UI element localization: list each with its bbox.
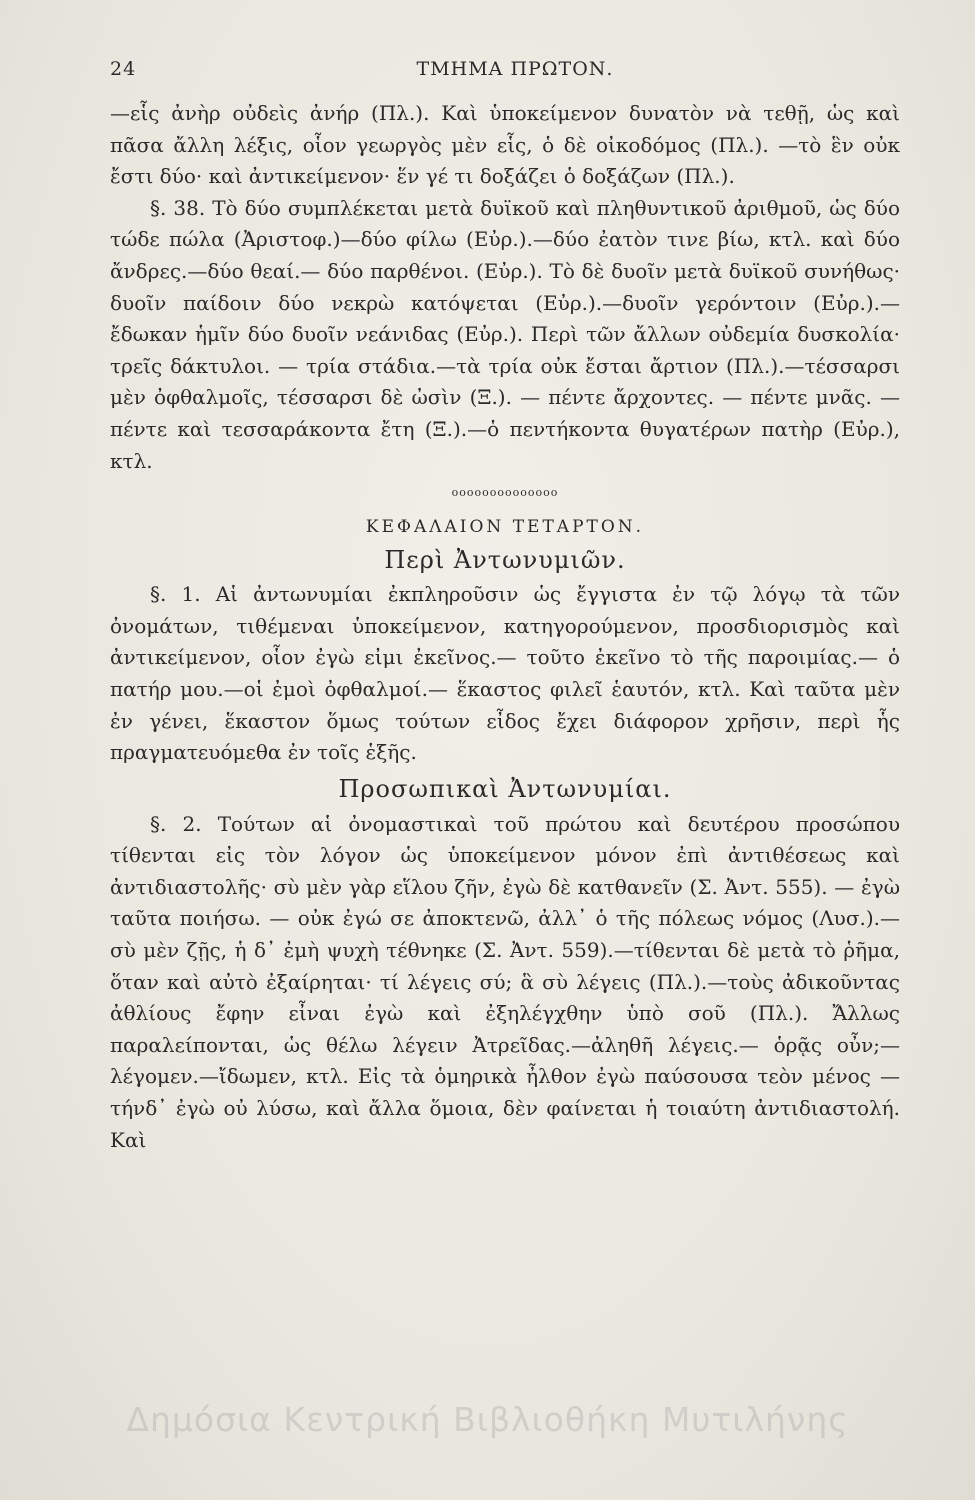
page-header (110, 58, 900, 94)
page-number: 24 (110, 58, 137, 80)
library-watermark: Δημόσια Κεντρική Βιβλιοθήκη Μυτιλήνης (126, 1400, 849, 1439)
chapter-title: ΚΕΦΑΛΑΙΟΝ ΤΕΤΑΡΤΟΝ. (365, 517, 645, 538)
paragraph-continuation: —εἷς ἀνὴρ οὐδεὶς ἀνήρ (Πλ.). Καὶ ὑποκείμενον δυνατὸν νὰ τεθῇ, ὡς καὶ πᾶσα ἄλλη λέξις, οἷον γεωργὸς μὲν εἷς, ὁ δὲ οἰκοδόμος (Πλ.). —τὸ ἓν οὐκ ἔστι δύο· καὶ ἀντικείμενον· ἕν γέ τι δοξάζει ὁ δοξάζων (Πλ.). (110, 101, 900, 189)
paragraph-section-38: §. 38. Τὸ δύο συμπλέκεται μετὰ δυϊκοῦ καὶ πληθυντικοῦ ἀριθμοῦ, ὡς δύο τώδε πώλα (Ἀριστοφ.)—δύο φίλω (Εὐρ.).—δύο ἐατὸν τινε βίω, κτλ. καὶ δύο ἄνδρες.—δύο θεαί.— δύο παρθένοι. (Εὐρ.). Τὸ δὲ δυοῖν μετὰ δυϊκοῦ συνήθως· δυοῖν παίδοιν δύο νεκρὼ κατόψεται (Εὐρ.).—δυοῖν γερόντοιν (Εὐρ.).—ἔδωκαν ἡμῖν δύο δυοῖν νεάνιδας (Εὐρ.). Περὶ τῶν ἄλλων οὐδεμία δυσκολία· τρεῖς δάκτυλοι. — τρία στάδια.—τὰ τρία οὐκ ἔσται ἄρτιον (Πλ.).—τέσσαρσι μὲν ὀφθαλμοῖς, τέσσαρσι δὲ ὠσὶν (Ξ.). — πέντε ἄρχοντες. — πέντε μνᾶς. — πέντε καὶ τεσσαράκοντα ἔτη (Ξ.).—ὁ πεντήκοντα θυγατέρων πατὴρ (Εὐρ.), κτλ. (110, 195, 900, 473)
section-heading: Προσωπικαὶ Ἀντωνυμίαι. (338, 774, 672, 803)
paragraph-section-2: §. 2. Τούτων αἱ ὀνομαστικαὶ τοῦ πρώτου καὶ δευτέρου προσώπου τίθενται εἰς τὸν λόγον ὡς ὑποκείμενον μόνον ἐπὶ ἀντιθέσεως καὶ ἀντιδιαστολῆς· σὺ μὲν γὰρ εἵλου ζῆν, ἐγὼ δὲ κατθανεῖν (Σ. Ἀντ. 555). — ἐγὼ ταῦτα ποιήσω. — οὐκ ἐγώ σε ἀποκτενῶ, ἀλλ᾽ ὁ τῆς πόλεως νόμος (Λυσ.).—σὺ μὲν ζῇς, ἡ δ᾽ ἐμὴ ψυχὴ τέθνηκε (Σ. Ἀντ. 559).—τίθενται δὲ μετὰ τὸ ῥῆμα, ὅταν καὶ αὐτὸ ἐξαίρηται· τί λέγεις σύ; ἃ σὺ λέγεις (Πλ.).—τοὺς ἀδικοῦντας ἀθλίους ἔφην εἶναι ἐγὼ καὶ ἐξηλέγχθην ὑπὸ σοῦ (Πλ.). Ἄλλως παραλείπονται, ὡς θέλω λέγειν Ἀτρεῖδας.—ἀληθῆ λέγεις.— ὁρᾷς οὖν;—λέγομεν.—ἴδωμεν, κτλ. Εἰς τὰ ὁμηρικὰ ἦλθον ἐγὼ παύσουσα τεὸν μένος —τήνδ᾽ ἐγὼ οὐ λύσω, καὶ ἄλλα ὅμοια, δὲν φαίνεται ἡ τοιαύτη ἀντιδιαστολή. Καὶ (110, 811, 900, 1152)
chapter-subtitle: Περὶ Ἀντωνυμιῶν. (384, 546, 626, 575)
page-body (110, 98, 900, 1156)
ornament-divider: oooooooooooooo (451, 486, 559, 500)
paragraph-section-1: §. 1. Αἱ ἀντωνυμίαι ἐκπληροῦσιν ὡς ἔγγιστα ἐν τῷ λόγῳ τὰ τῶν ὀνομάτων, τιθέμεναι ὑποκείμενον, κατηγορούμενον, προσδιορισμὸς καὶ ἀντικείμενον, οἷον ἐγὼ εἰμι ἐκεῖνος.— τοῦτο ἐκεῖνο τὸ τῆς παροιμίας.— ὁ πατήρ μου.—οἱ ἐμοὶ ὀφθαλμοί.— ἕκαστος φιλεῖ ἑαυτόν, κτλ. Καὶ ταῦτα μὲν ἐν γένει, ἕκαστον ὅμως τούτων εἶδος ἔχει διάφορον χρῆσιν, περὶ ἧς πραγματευόμεθα ἐν τοῖς ἑξῆς. (110, 582, 900, 765)
running-title: ΤΜΗΜΑ ΠΡΩΤΟΝ. (416, 58, 614, 80)
